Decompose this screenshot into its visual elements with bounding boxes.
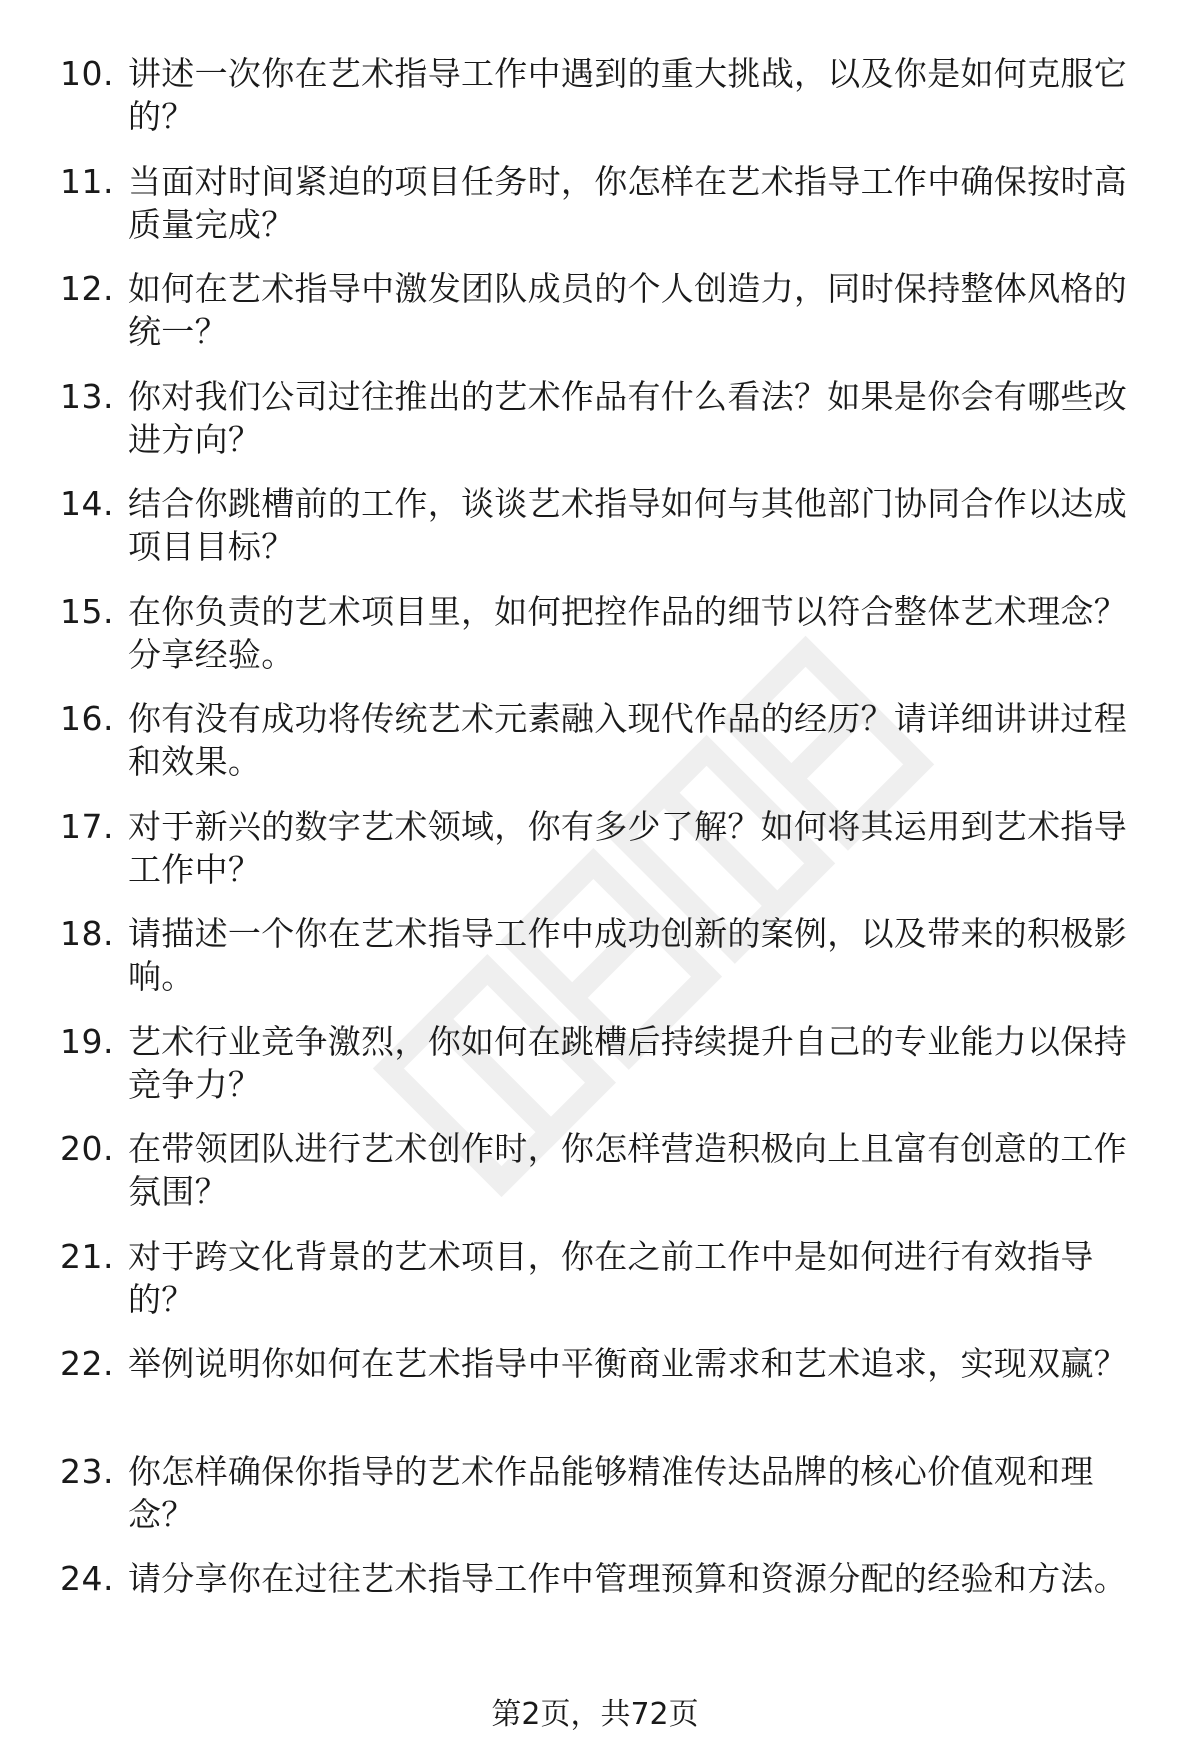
question-item (60, 1235, 1150, 1343)
question-item (60, 912, 1150, 1020)
question-text: 讲述一次你在艺术指导工作中遇到的重大挑战，以及你是如何克服它的？ (128, 54, 1127, 136)
question-number: 22. (60, 1344, 114, 1383)
question-text: 结合你跳槽前的工作，谈谈艺术指导如何与其他部门协同合作以达成项目目标？ (128, 484, 1127, 566)
question-item (60, 267, 1150, 375)
question-item (60, 482, 1150, 590)
question-text: 在你负责的艺术项目里，如何把控作品的细节以符合整体艺术理念？分享经验。 (128, 591, 1127, 674)
question-item (60, 52, 1150, 160)
question-number: 18. (60, 914, 114, 953)
question-number: 23. (60, 1451, 114, 1491)
question-item (60, 375, 1150, 483)
question-text: 请分享你在过往艺术指导工作中管理预算和资源分配的经验和方法。 (128, 1559, 1127, 1598)
question-number: 24. (60, 1559, 114, 1598)
question-item (60, 160, 1150, 268)
question-item (60, 805, 1150, 913)
question-text: 当面对时间紧迫的项目任务时，你怎样在艺术指导工作中确保按时高质量完成？ (128, 161, 1127, 244)
question-text: 对于跨文化背景的艺术项目，你在之前工作中是如何进行有效指导的？ (128, 1236, 1094, 1319)
question-number: 15. (60, 591, 114, 631)
page-number-label: 第2页，共72页 (491, 1697, 699, 1732)
question-number: 17. (60, 806, 114, 846)
question-text: 你对我们公司过往推出的艺术作品有什么看法？如果是你会有哪些改进方向？ (128, 376, 1127, 459)
question-number: 16. (60, 699, 114, 738)
question-text: 你有没有成功将传统艺术元素融入现代作品的经历？请详细讲讲过程和效果。 (128, 699, 1127, 781)
question-text: 请描述一个你在艺术指导工作中成功创新的案例，以及带来的积极影响。 (128, 914, 1127, 996)
question-list (60, 52, 1150, 1665)
question-text: 举例说明你如何在艺术指导中平衡商业需求和艺术追求，实现双赢？ (128, 1344, 1127, 1383)
question-text: 你怎样确保你指导的艺术作品能够精准传达品牌的核心价值观和理念？ (128, 1451, 1094, 1534)
question-text: 在带领团队进行艺术创作时，你怎样营造积极向上且富有创意的工作氛围？ (128, 1129, 1127, 1211)
question-item (60, 1450, 1150, 1558)
question-number: 21. (60, 1236, 114, 1276)
question-item (60, 590, 1150, 698)
question-text: 艺术行业竞争激烈，你如何在跳槽后持续提升自己的专业能力以保持竞争力？ (128, 1021, 1127, 1104)
question-item (60, 697, 1150, 805)
question-number: 13. (60, 376, 114, 416)
question-item (60, 1020, 1150, 1128)
question-item (60, 1557, 1150, 1665)
question-number: 10. (60, 54, 114, 93)
question-number: 14. (60, 484, 114, 523)
question-text: 如何在艺术指导中激发团队成员的个人创造力，同时保持整体风格的统一？ (128, 269, 1127, 351)
question-item (60, 1342, 1150, 1450)
page-footer (0, 1695, 1190, 1735)
question-item (60, 1127, 1150, 1235)
question-text: 对于新兴的数字艺术领域，你有多少了解？如何将其运用到艺术指导工作中？ (128, 806, 1127, 889)
question-number: 20. (60, 1129, 114, 1168)
question-number: 12. (60, 269, 114, 308)
question-number: 19. (60, 1021, 114, 1061)
question-number: 11. (60, 161, 114, 201)
